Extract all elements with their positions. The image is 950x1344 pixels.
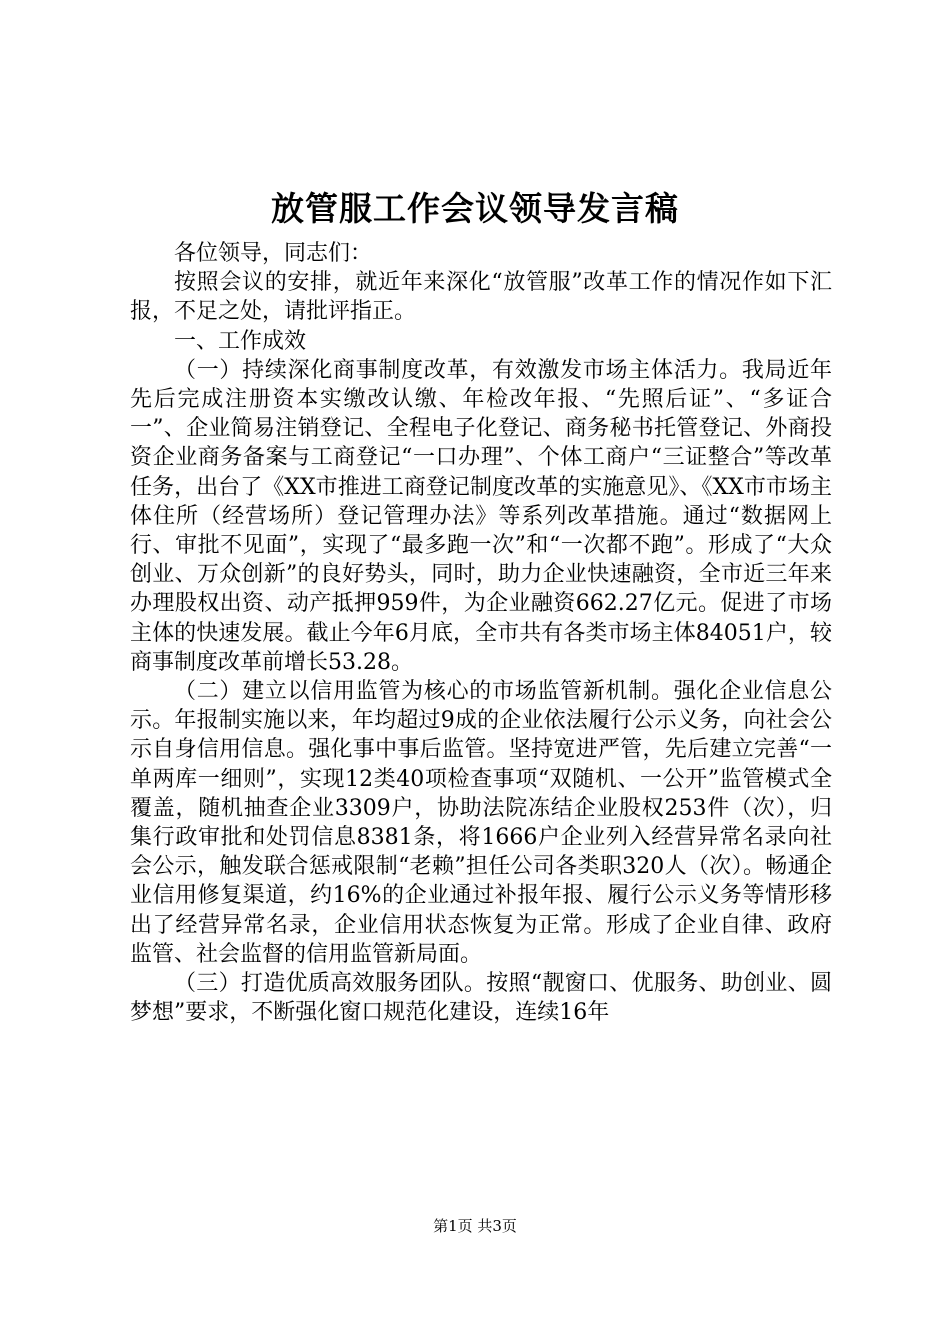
page-number-footer: 第1页 共3页 bbox=[433, 1217, 517, 1235]
intro-paragraph: 按照会议的安排，就近年来深化“放管服”改革工作的情况作如下汇报，不足之处，请批评指正。 bbox=[130, 270, 832, 325]
section-heading: 一、工作成效 bbox=[174, 328, 307, 354]
body-paragraph: （三）打造优质高效服务团队。按照“靓窗口、优服务、助创业、圆梦想”要求，不断强化窗口规范化建设，连续16年 bbox=[130, 971, 832, 1026]
document-title: 放管服工作会议领导发言稿 bbox=[271, 189, 679, 228]
document-body bbox=[130, 239, 832, 1027]
body-paragraph: （二）建立以信用监管为核心的市场监管新机制。强化企业信息公示。年报制实施以来，年均超过9成的企业依法履行公示义务，向社会公示自身信用信息。强化事中事后监管。坚持宽进严管，先后建立完善“一单两库一细则”，实现12类40项检查事项“双随机、一公开”监管模式全覆盖，随机抽查企业3309户，协助法院冻结企业股权253件（次），归集行政审批和处罚信息8381条，将1666户企业列入经营异常名录向社会公示，触发联合惩戒限制“老赖”担任公司各类职320人（次）。畅通企业信用修复渠道，约16%的企业通过补报年报、履行公示义务等情形移出了经营异常名录，企业信用状态恢复为正常。形成了企业自律、政府监管、社会监督的信用监管新局面。 bbox=[130, 679, 832, 967]
salutation-paragraph: 各位领导，同志们： bbox=[174, 241, 373, 266]
body-paragraph: （一）持续深化商事制度改革，有效激发市场主体活力。我局近年先后完成注册资本实缴改认缴、年检改年报、“先照后证”、“多证合一”、企业简易注销登记、全程电子化登记、商务秘书托管登记、外商投资企业商务备案与工商登记“一口办理”、个体工商户“三证整合”等改革任务，出台了《XX市推进工商登记制度改革的实施意见》、《XX市市场主体住所（经营场所）登记管理办法》等系列改革措施。通过“数据网上行、审批不见面”，实现了“最多跑一次”和“一次都不跑”。形成了“大众创业、万众创新”的良好势头，同时，助力企业快速融资，全市近三年来办理股权出资、动产抵押959件，为企业融资662.27亿元。促进了市场主体的快速发展。截止今年6月底，全市共有各类市场主体84051户，较商事制度改革前增长53.28。 bbox=[130, 357, 832, 675]
